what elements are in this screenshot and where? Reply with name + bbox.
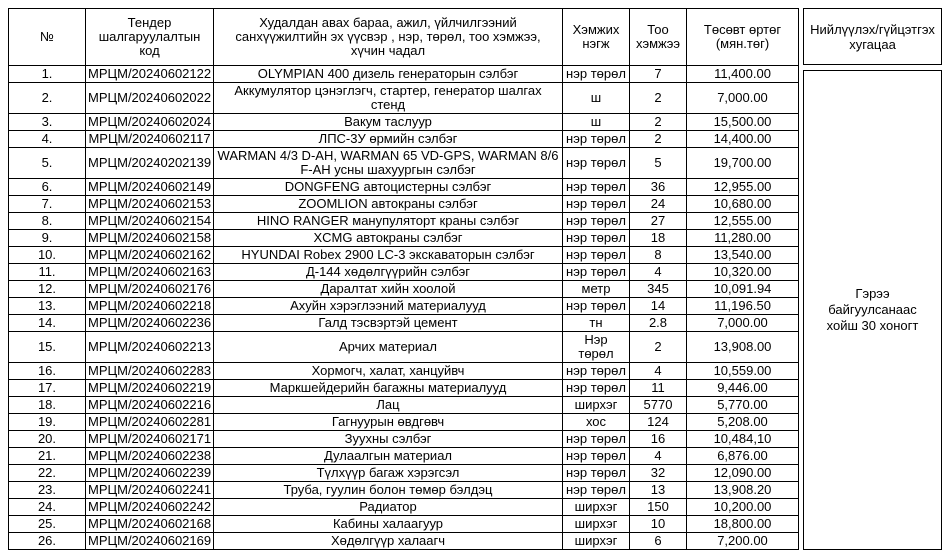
cell-tender-code: МРЦМ/20240602176 <box>86 281 214 298</box>
delivery-period-column <box>803 8 942 550</box>
cell-unit: ширхэг <box>563 499 630 516</box>
cell-unit: ш <box>563 83 630 114</box>
cell-row-number: 11. <box>9 264 86 281</box>
table-row <box>9 363 799 380</box>
cell-quantity: 32 <box>630 465 687 482</box>
cell-quantity: 124 <box>630 414 687 431</box>
cell-item-description: Кабины халаагуур <box>214 516 563 533</box>
cell-row-number: 20. <box>9 431 86 448</box>
cell-tender-code: МРЦМ/20240602218 <box>86 298 214 315</box>
cell-unit: нэр төрөл <box>563 131 630 148</box>
cell-unit: нэр төрөл <box>563 465 630 482</box>
table-row <box>9 247 799 264</box>
table-row <box>9 482 799 499</box>
table-row <box>9 131 799 148</box>
cell-quantity: 5770 <box>630 397 687 414</box>
table-row <box>9 179 799 196</box>
table-row <box>9 397 799 414</box>
table-row <box>9 83 799 114</box>
table-row <box>9 315 799 332</box>
cell-unit: нэр төрөл <box>563 482 630 499</box>
cell-quantity: 345 <box>630 281 687 298</box>
cell-quantity: 150 <box>630 499 687 516</box>
cell-budget-cost: 7,000.00 <box>687 315 799 332</box>
cell-row-number: 17. <box>9 380 86 397</box>
cell-item-description: Түлхүүр багаж хэрэгсэл <box>214 465 563 482</box>
cell-quantity: 5 <box>630 148 687 179</box>
cell-quantity: 6 <box>630 533 687 550</box>
cell-budget-cost: 7,000.00 <box>687 83 799 114</box>
table-row <box>9 499 799 516</box>
cell-quantity: 14 <box>630 298 687 315</box>
cell-item-description: ЛПС-3У өрмийн сэлбэг <box>214 131 563 148</box>
cell-unit: метр <box>563 281 630 298</box>
cell-budget-cost: 10,320.00 <box>687 264 799 281</box>
cell-quantity: 24 <box>630 196 687 213</box>
cell-row-number: 12. <box>9 281 86 298</box>
cell-budget-cost: 7,200.00 <box>687 533 799 550</box>
cell-budget-cost: 5,208.00 <box>687 414 799 431</box>
cell-unit: нэр төрөл <box>563 264 630 281</box>
cell-row-number: 24. <box>9 499 86 516</box>
cell-unit: нэр төрөл <box>563 179 630 196</box>
cell-row-number: 8. <box>9 213 86 230</box>
cell-quantity: 10 <box>630 516 687 533</box>
cell-budget-cost: 14,400.00 <box>687 131 799 148</box>
cell-item-description: DONGFENG автоцистерны сэлбэг <box>214 179 563 196</box>
table-row <box>9 298 799 315</box>
cell-unit: нэр төрөл <box>563 213 630 230</box>
cell-budget-cost: 13,540.00 <box>687 247 799 264</box>
cell-tender-code: МРЦМ/20240602162 <box>86 247 214 264</box>
cell-item-description: Ахуйн хэрэглээний материалууд <box>214 298 563 315</box>
header-tender-code: Тендер шалгаруулалтын код <box>86 9 214 66</box>
cell-row-number: 15. <box>9 332 86 363</box>
cell-unit: нэр төрөл <box>563 148 630 179</box>
cell-item-description: Зуухны сэлбэг <box>214 431 563 448</box>
cell-tender-code: МРЦМ/20240602239 <box>86 465 214 482</box>
cell-tender-code: МРЦМ/20240602213 <box>86 332 214 363</box>
cell-item-description: Аккумулятор цэнэглэгч, стартер, генератор шалгах стенд <box>214 83 563 114</box>
cell-row-number: 5. <box>9 148 86 179</box>
cell-unit: нэр төрөл <box>563 448 630 465</box>
delivery-period-header: Нийлүүлэх/гүйцэтгэх хугацаа <box>803 8 942 65</box>
cell-tender-code: МРЦМ/20240602153 <box>86 196 214 213</box>
cell-unit: нэр төрөл <box>563 363 630 380</box>
cell-row-number: 22. <box>9 465 86 482</box>
cell-quantity: 2 <box>630 83 687 114</box>
cell-quantity: 2 <box>630 114 687 131</box>
table-row <box>9 281 799 298</box>
header-row-number: № <box>9 9 86 66</box>
cell-row-number: 6. <box>9 179 86 196</box>
table-row <box>9 414 799 431</box>
cell-item-description: OLYMPIAN 400 дизель генераторын сэлбэг <box>214 66 563 83</box>
table-row <box>9 533 799 550</box>
cell-budget-cost: 12,955.00 <box>687 179 799 196</box>
cell-item-description: HYUNDAI Robex 2900 LC-3 экскаваторын сэлбэг <box>214 247 563 264</box>
cell-budget-cost: 19,700.00 <box>687 148 799 179</box>
cell-budget-cost: 12,090.00 <box>687 465 799 482</box>
cell-tender-code: МРЦМ/20240202139 <box>86 148 214 179</box>
cell-row-number: 25. <box>9 516 86 533</box>
cell-quantity: 4 <box>630 448 687 465</box>
cell-tender-code: МРЦМ/20240602117 <box>86 131 214 148</box>
table-row <box>9 448 799 465</box>
cell-budget-cost: 15,500.00 <box>687 114 799 131</box>
cell-quantity: 8 <box>630 247 687 264</box>
delivery-period-value: Гэрээ байгуулсанаас хойш 30 хоногт <box>803 70 942 550</box>
cell-unit: нэр төрөл <box>563 66 630 83</box>
cell-tender-code: МРЦМ/20240602236 <box>86 315 214 332</box>
cell-unit: ш <box>563 114 630 131</box>
cell-row-number: 14. <box>9 315 86 332</box>
cell-unit: ширхэг <box>563 533 630 550</box>
cell-row-number: 18. <box>9 397 86 414</box>
cell-item-description: Маркшейдерийн багажны материалууд <box>214 380 563 397</box>
tender-table <box>8 8 799 550</box>
cell-row-number: 19. <box>9 414 86 431</box>
cell-budget-cost: 11,280.00 <box>687 230 799 247</box>
cell-row-number: 10. <box>9 247 86 264</box>
cell-tender-code: МРЦМ/20240602169 <box>86 533 214 550</box>
table-row <box>9 431 799 448</box>
table-row <box>9 213 799 230</box>
cell-tender-code: МРЦМ/20240602283 <box>86 363 214 380</box>
table-row <box>9 332 799 363</box>
cell-unit: нэр төрөл <box>563 380 630 397</box>
cell-unit: ширхэг <box>563 516 630 533</box>
cell-tender-code: МРЦМ/20240602168 <box>86 516 214 533</box>
cell-quantity: 4 <box>630 264 687 281</box>
cell-tender-code: МРЦМ/20240602216 <box>86 397 214 414</box>
cell-tender-code: МРЦМ/20240602171 <box>86 431 214 448</box>
cell-row-number: 4. <box>9 131 86 148</box>
header-budget-cost: Төсөвт өртөг (мян.төг) <box>687 9 799 66</box>
cell-row-number: 26. <box>9 533 86 550</box>
cell-tender-code: МРЦМ/20240602242 <box>86 499 214 516</box>
cell-budget-cost: 10,091.94 <box>687 281 799 298</box>
cell-row-number: 23. <box>9 482 86 499</box>
cell-budget-cost: 10,559.00 <box>687 363 799 380</box>
cell-quantity: 2 <box>630 332 687 363</box>
cell-quantity: 2.8 <box>630 315 687 332</box>
cell-tender-code: МРЦМ/20240602149 <box>86 179 214 196</box>
cell-tender-code: МРЦМ/20240602241 <box>86 482 214 499</box>
cell-item-description: Хормогч, халат, ханцуйвч <box>214 363 563 380</box>
cell-item-description: XCMG автокраны сэлбэг <box>214 230 563 247</box>
table-row <box>9 148 799 179</box>
cell-unit: тн <box>563 315 630 332</box>
cell-budget-cost: 6,876.00 <box>687 448 799 465</box>
cell-quantity: 13 <box>630 482 687 499</box>
tender-table-body <box>9 66 799 550</box>
table-row <box>9 230 799 247</box>
cell-unit: нэр төрөл <box>563 431 630 448</box>
cell-item-description: Радиатор <box>214 499 563 516</box>
cell-item-description: Лац <box>214 397 563 414</box>
cell-item-description: Хөдөлгүүр халаагч <box>214 533 563 550</box>
cell-quantity: 18 <box>630 230 687 247</box>
cell-item-description: Дулаалгын материал <box>214 448 563 465</box>
cell-unit: нэр төрөл <box>563 247 630 264</box>
cell-budget-cost: 10,680.00 <box>687 196 799 213</box>
cell-row-number: 13. <box>9 298 86 315</box>
cell-item-description: ZOOMLION автокраны сэлбэг <box>214 196 563 213</box>
table-row <box>9 66 799 83</box>
cell-unit: нэр төрөл <box>563 298 630 315</box>
header-row <box>9 9 799 66</box>
cell-unit: хос <box>563 414 630 431</box>
cell-budget-cost: 11,196.50 <box>687 298 799 315</box>
table-row <box>9 465 799 482</box>
cell-item-description: Даралтат хийн хоолой <box>214 281 563 298</box>
cell-unit: Нэр төрөл <box>563 332 630 363</box>
cell-tender-code: МРЦМ/20240602238 <box>86 448 214 465</box>
cell-budget-cost: 5,770.00 <box>687 397 799 414</box>
cell-tender-code: МРЦМ/20240602024 <box>86 114 214 131</box>
cell-item-description: Вакум таслуур <box>214 114 563 131</box>
header-item-description: Худалдан авах бараа, ажил, үйлчилгээний санхүүжилтийн эх үүсвэр , нэр, төрөл, тоо хэмжээ, хүчин чадал <box>214 9 563 66</box>
cell-tender-code: МРЦМ/20240602219 <box>86 380 214 397</box>
cell-budget-cost: 12,555.00 <box>687 213 799 230</box>
cell-item-description: Гагнуурын өвдгөвч <box>214 414 563 431</box>
cell-budget-cost: 18,800.00 <box>687 516 799 533</box>
table-row <box>9 264 799 281</box>
cell-tender-code: МРЦМ/20240602022 <box>86 83 214 114</box>
header-unit: Хэмжих нэгж <box>563 9 630 66</box>
cell-unit: нэр төрөл <box>563 230 630 247</box>
cell-quantity: 7 <box>630 66 687 83</box>
cell-row-number: 9. <box>9 230 86 247</box>
cell-item-description: Галд тэсвэртэй цемент <box>214 315 563 332</box>
cell-item-description: Д-144 хөдөлгүүрийн сэлбэг <box>214 264 563 281</box>
cell-row-number: 21. <box>9 448 86 465</box>
cell-item-description: WARMAN 4/3 D-AH, WARMAN 65 VD-GPS, WARMAN 8/6 F-AH усны шахуургын сэлбэг <box>214 148 563 179</box>
cell-unit: нэр төрөл <box>563 196 630 213</box>
cell-budget-cost: 13,908.20 <box>687 482 799 499</box>
cell-item-description: HINO RANGER манупуляторт краны сэлбэг <box>214 213 563 230</box>
cell-quantity: 16 <box>630 431 687 448</box>
cell-budget-cost: 10,200.00 <box>687 499 799 516</box>
cell-budget-cost: 13,908.00 <box>687 332 799 363</box>
table-row <box>9 114 799 131</box>
cell-item-description: Арчих материал <box>214 332 563 363</box>
cell-quantity: 27 <box>630 213 687 230</box>
cell-row-number: 2. <box>9 83 86 114</box>
cell-quantity: 11 <box>630 380 687 397</box>
cell-budget-cost: 9,446.00 <box>687 380 799 397</box>
header-quantity: Тоо хэмжээ <box>630 9 687 66</box>
cell-tender-code: МРЦМ/20240602158 <box>86 230 214 247</box>
table-row <box>9 516 799 533</box>
cell-quantity: 2 <box>630 131 687 148</box>
table-row <box>9 196 799 213</box>
cell-quantity: 36 <box>630 179 687 196</box>
tender-table-header <box>9 9 799 66</box>
cell-row-number: 7. <box>9 196 86 213</box>
table-row <box>9 380 799 397</box>
cell-tender-code: МРЦМ/20240602163 <box>86 264 214 281</box>
cell-tender-code: МРЦМ/20240602122 <box>86 66 214 83</box>
cell-unit: ширхэг <box>563 397 630 414</box>
cell-row-number: 3. <box>9 114 86 131</box>
cell-item-description: Труба, гуулин болон төмөр бэлдэц <box>214 482 563 499</box>
cell-tender-code: МРЦМ/20240602281 <box>86 414 214 431</box>
cell-budget-cost: 11,400.00 <box>687 66 799 83</box>
cell-row-number: 1. <box>9 66 86 83</box>
cell-quantity: 4 <box>630 363 687 380</box>
cell-tender-code: МРЦМ/20240602154 <box>86 213 214 230</box>
cell-budget-cost: 10,484,10 <box>687 431 799 448</box>
cell-row-number: 16. <box>9 363 86 380</box>
